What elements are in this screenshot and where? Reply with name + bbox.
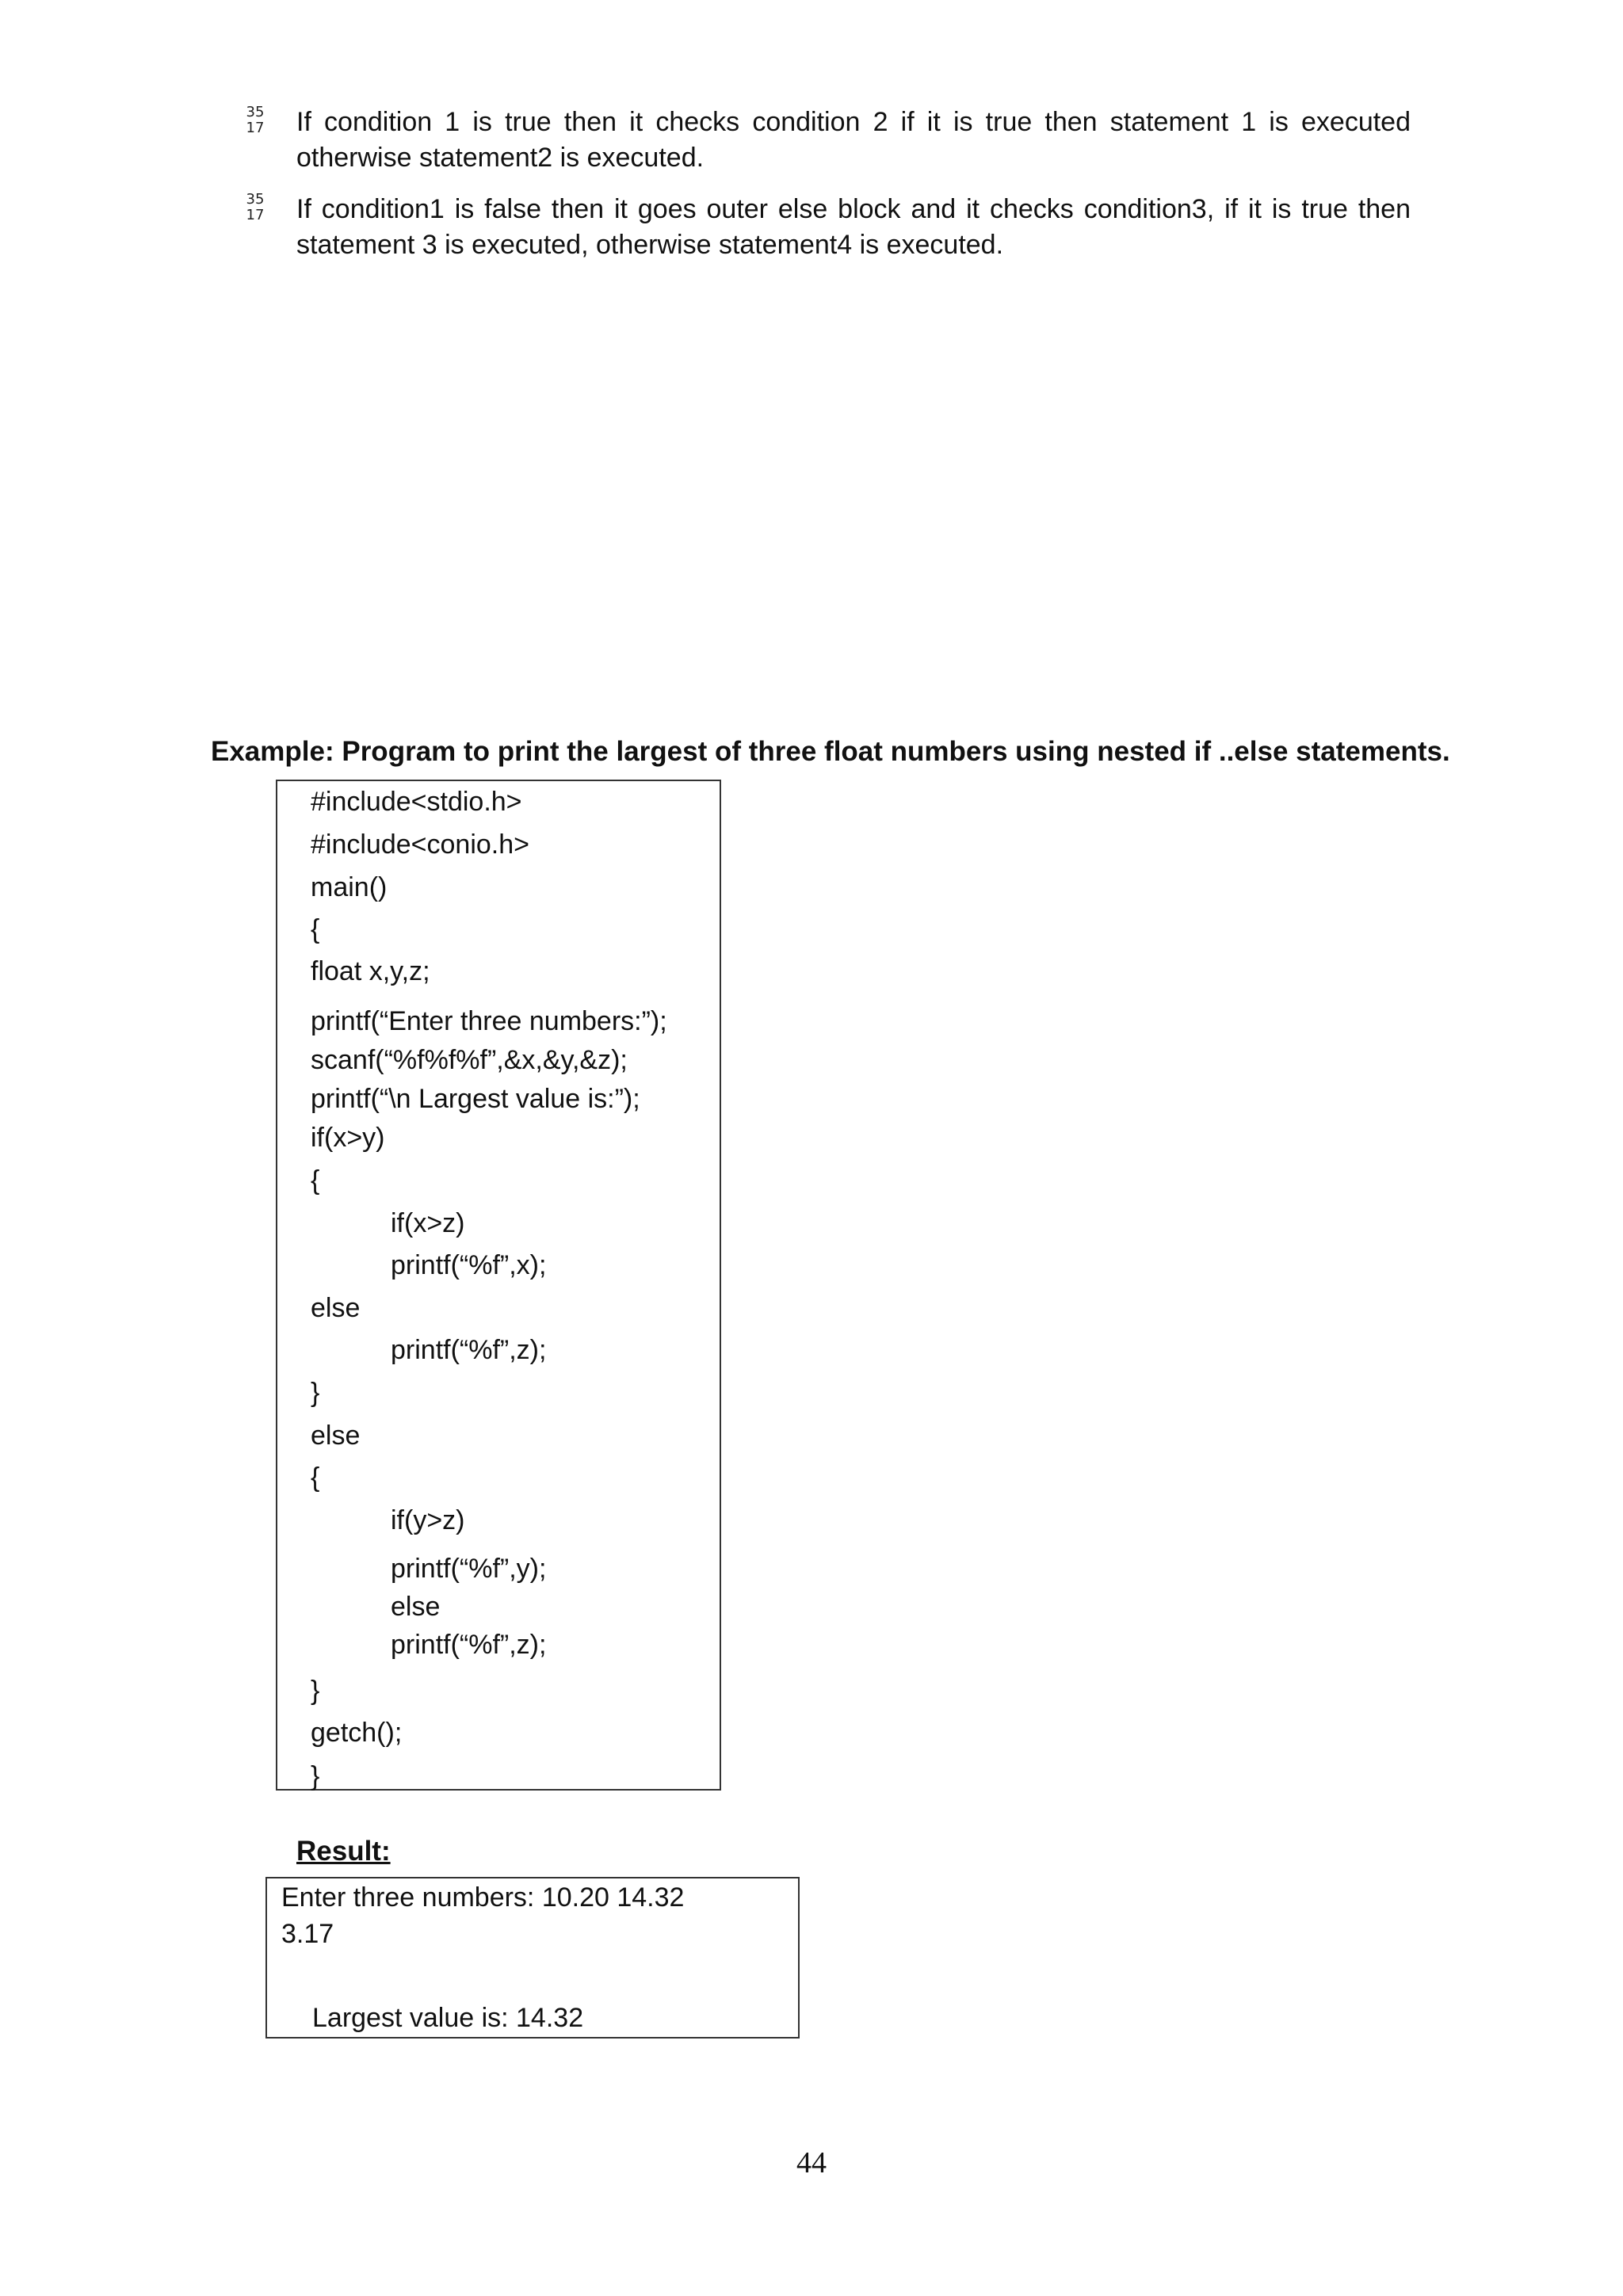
code-line: if(x>y) (311, 1123, 385, 1153)
code-line: printf(“\n Largest value is:”); (311, 1084, 640, 1114)
result-label: Result: (296, 1836, 391, 1867)
bullet-marker-bottom: 17 (246, 120, 265, 136)
result-output-box (265, 1877, 800, 2039)
code-line: else (391, 1592, 441, 1622)
code-line: printf(“%f”,z); (391, 1630, 547, 1660)
example-heading: Example: Program to print the largest of three float numbers using nested if ..else statements. (211, 736, 1450, 767)
bullet-marker-bottom: 17 (246, 207, 265, 223)
result-line: Enter three numbers: 10.20 14.32 (281, 1882, 685, 1913)
code-line: printf(“%f”,x); (391, 1250, 547, 1280)
code-line: scanf(“%f%f%f”,&x,&y,&z); (311, 1045, 628, 1075)
code-line: } (311, 1761, 320, 1791)
code-line: if(x>z) (391, 1208, 465, 1238)
code-line: main() (311, 872, 388, 902)
code-line: else (311, 1293, 361, 1323)
code-line: printf(“Enter three numbers:”); (311, 1006, 667, 1036)
code-line: #include<conio.h> (311, 830, 530, 860)
result-line: 3.17 (281, 1919, 334, 1949)
code-line: printf(“%f”,z); (391, 1335, 547, 1365)
bullet-marker-top: 35 (246, 104, 265, 120)
bullet-text: If condition 1 is true then it checks condition 2 if it is true then statement 1 is executed otherwise statement2 is executed. (296, 107, 1411, 173)
code-line: } (311, 1378, 320, 1408)
bullet-text: If condition1 is false then it goes outer else block and it checks condition3, if it is true then statement 3 is executed, otherwise statement4 is executed. (296, 194, 1411, 260)
page-number: 44 (796, 2146, 827, 2180)
code-listing-box (276, 780, 721, 1791)
code-line: float x,y,z; (311, 956, 430, 986)
bullet-item (246, 192, 1411, 263)
code-line: { (311, 1463, 320, 1493)
code-line: #include<stdio.h> (311, 787, 522, 817)
bullet-marker-top: 35 (246, 191, 265, 208)
bullet-marker (246, 105, 265, 136)
result-line: Largest value is: 14.32 (312, 2003, 584, 2033)
bullet-marker (246, 192, 265, 223)
code-line: { (311, 1165, 320, 1196)
code-line: { (311, 914, 320, 944)
code-line: else (311, 1421, 361, 1451)
code-line: } (311, 1676, 320, 1706)
bullet-item (246, 105, 1411, 176)
code-line: if(y>z) (391, 1505, 465, 1535)
code-line: getch(); (311, 1718, 403, 1748)
code-line: printf(“%f”,y); (391, 1554, 547, 1584)
